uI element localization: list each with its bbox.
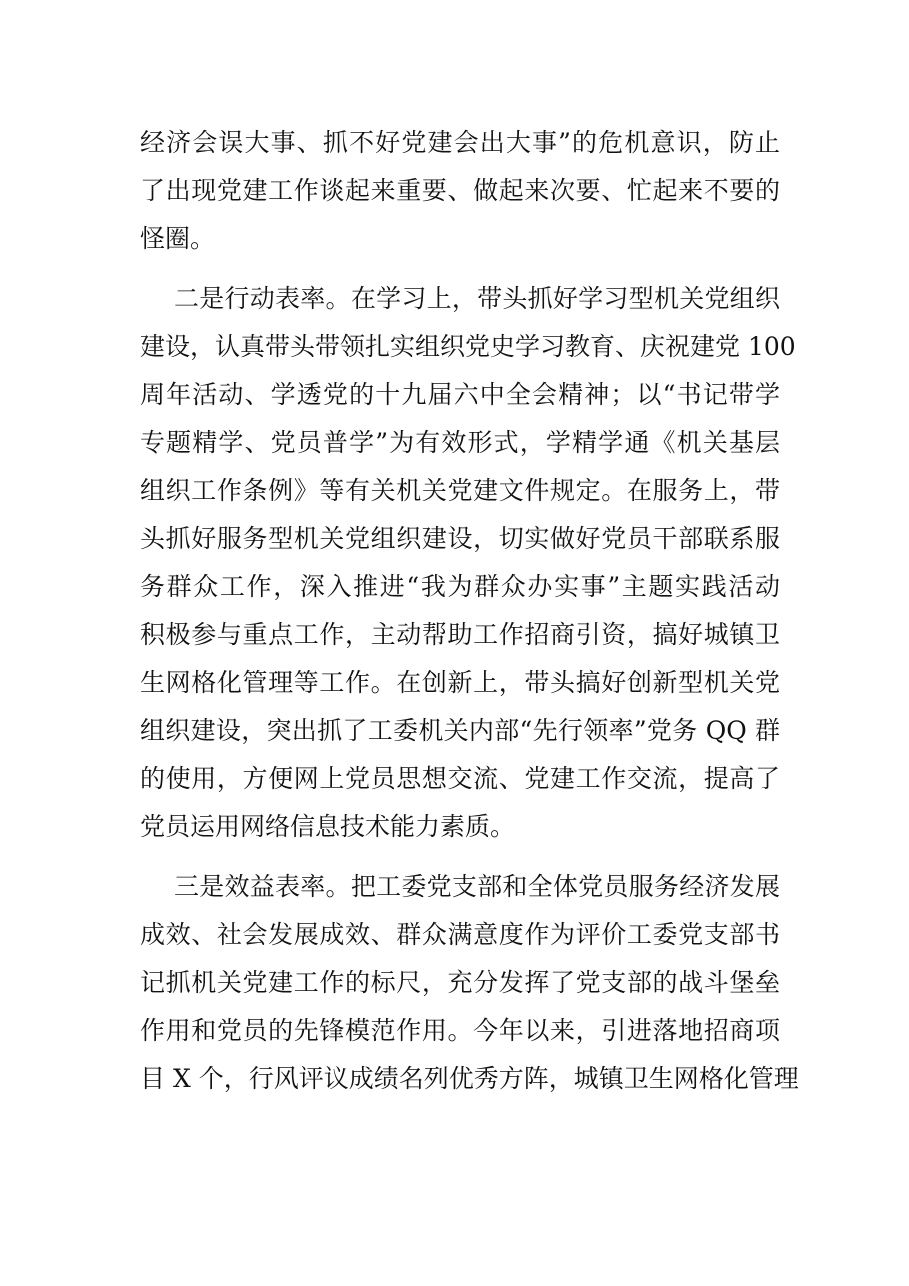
paragraph-2-line-12: 党员运用网络信息技术能力素质。 (140, 812, 516, 841)
paragraph-3-line-1: 三是效益表率。把工委党支部和全体党员服务经济发展 (174, 872, 780, 901)
paragraph-2-line-2: 建设，认真带头带领扎实组织党史学习教育、庆祝建党 100 (140, 332, 796, 361)
paragraph-3-line-3: 记抓机关党建工作的标尺，充分发挥了党支部的战斗堡垒 (140, 968, 780, 997)
paragraph-2-line-4: 专题精学、党员普学”为有效形式，学精学通《机关基层 (140, 428, 780, 457)
paragraph-3-line-2: 成效、社会发展成效、群众满意度作为评价工委党支部书 (140, 920, 780, 949)
paragraph-2-line-9: 生网格化管理等工作。在创新上，带头搞好创新型机关党 (140, 668, 780, 697)
paragraph-2-line-1: 二是行动表率。在学习上，带头抓好学习型机关党组织 (174, 284, 780, 313)
paragraph-2-line-3: 周年活动、学透党的十九届六中全会精神；以“书记带学 (140, 380, 780, 409)
paragraph-3-line-4: 作用和党员的先锋模范作用。今年以来，引进落地招商项 (140, 1016, 780, 1045)
paragraph-2-line-6: 头抓好服务型机关党组织建设，切实做好党员干部联系服 (140, 524, 780, 553)
paragraph-2-line-5: 组织工作条例》等有关机关党建文件规定。在服务上，带 (140, 476, 780, 505)
paragraph-1-line-3: 怪圈。 (140, 224, 216, 253)
paragraph-2-line-8: 积极参与重点工作，主动帮助工作招商引资，搞好城镇卫 (140, 620, 780, 649)
paragraph-2-line-7: 务群众工作，深入推进“我为群众办实事”主题实践活动 (140, 572, 780, 601)
paragraph-1-line-2: 了出现党建工作谈起来重要、做起来次要、忙起来不要的 (140, 176, 780, 205)
paragraph-2-line-11: 的使用，方便网上党员思想交流、党建工作交流，提高了 (140, 764, 780, 793)
paragraph-1-line-1: 经济会误大事、抓不好党建会出大事”的危机意识，防止 (140, 128, 780, 157)
paragraph-3-line-5: 目 X 个，行风评议成绩名列优秀方阵，城镇卫生网格化管理 (140, 1064, 799, 1093)
paragraph-2-line-10: 组织建设，突出抓了工委机关内部“先行领率”党务 QQ 群 (140, 716, 780, 745)
